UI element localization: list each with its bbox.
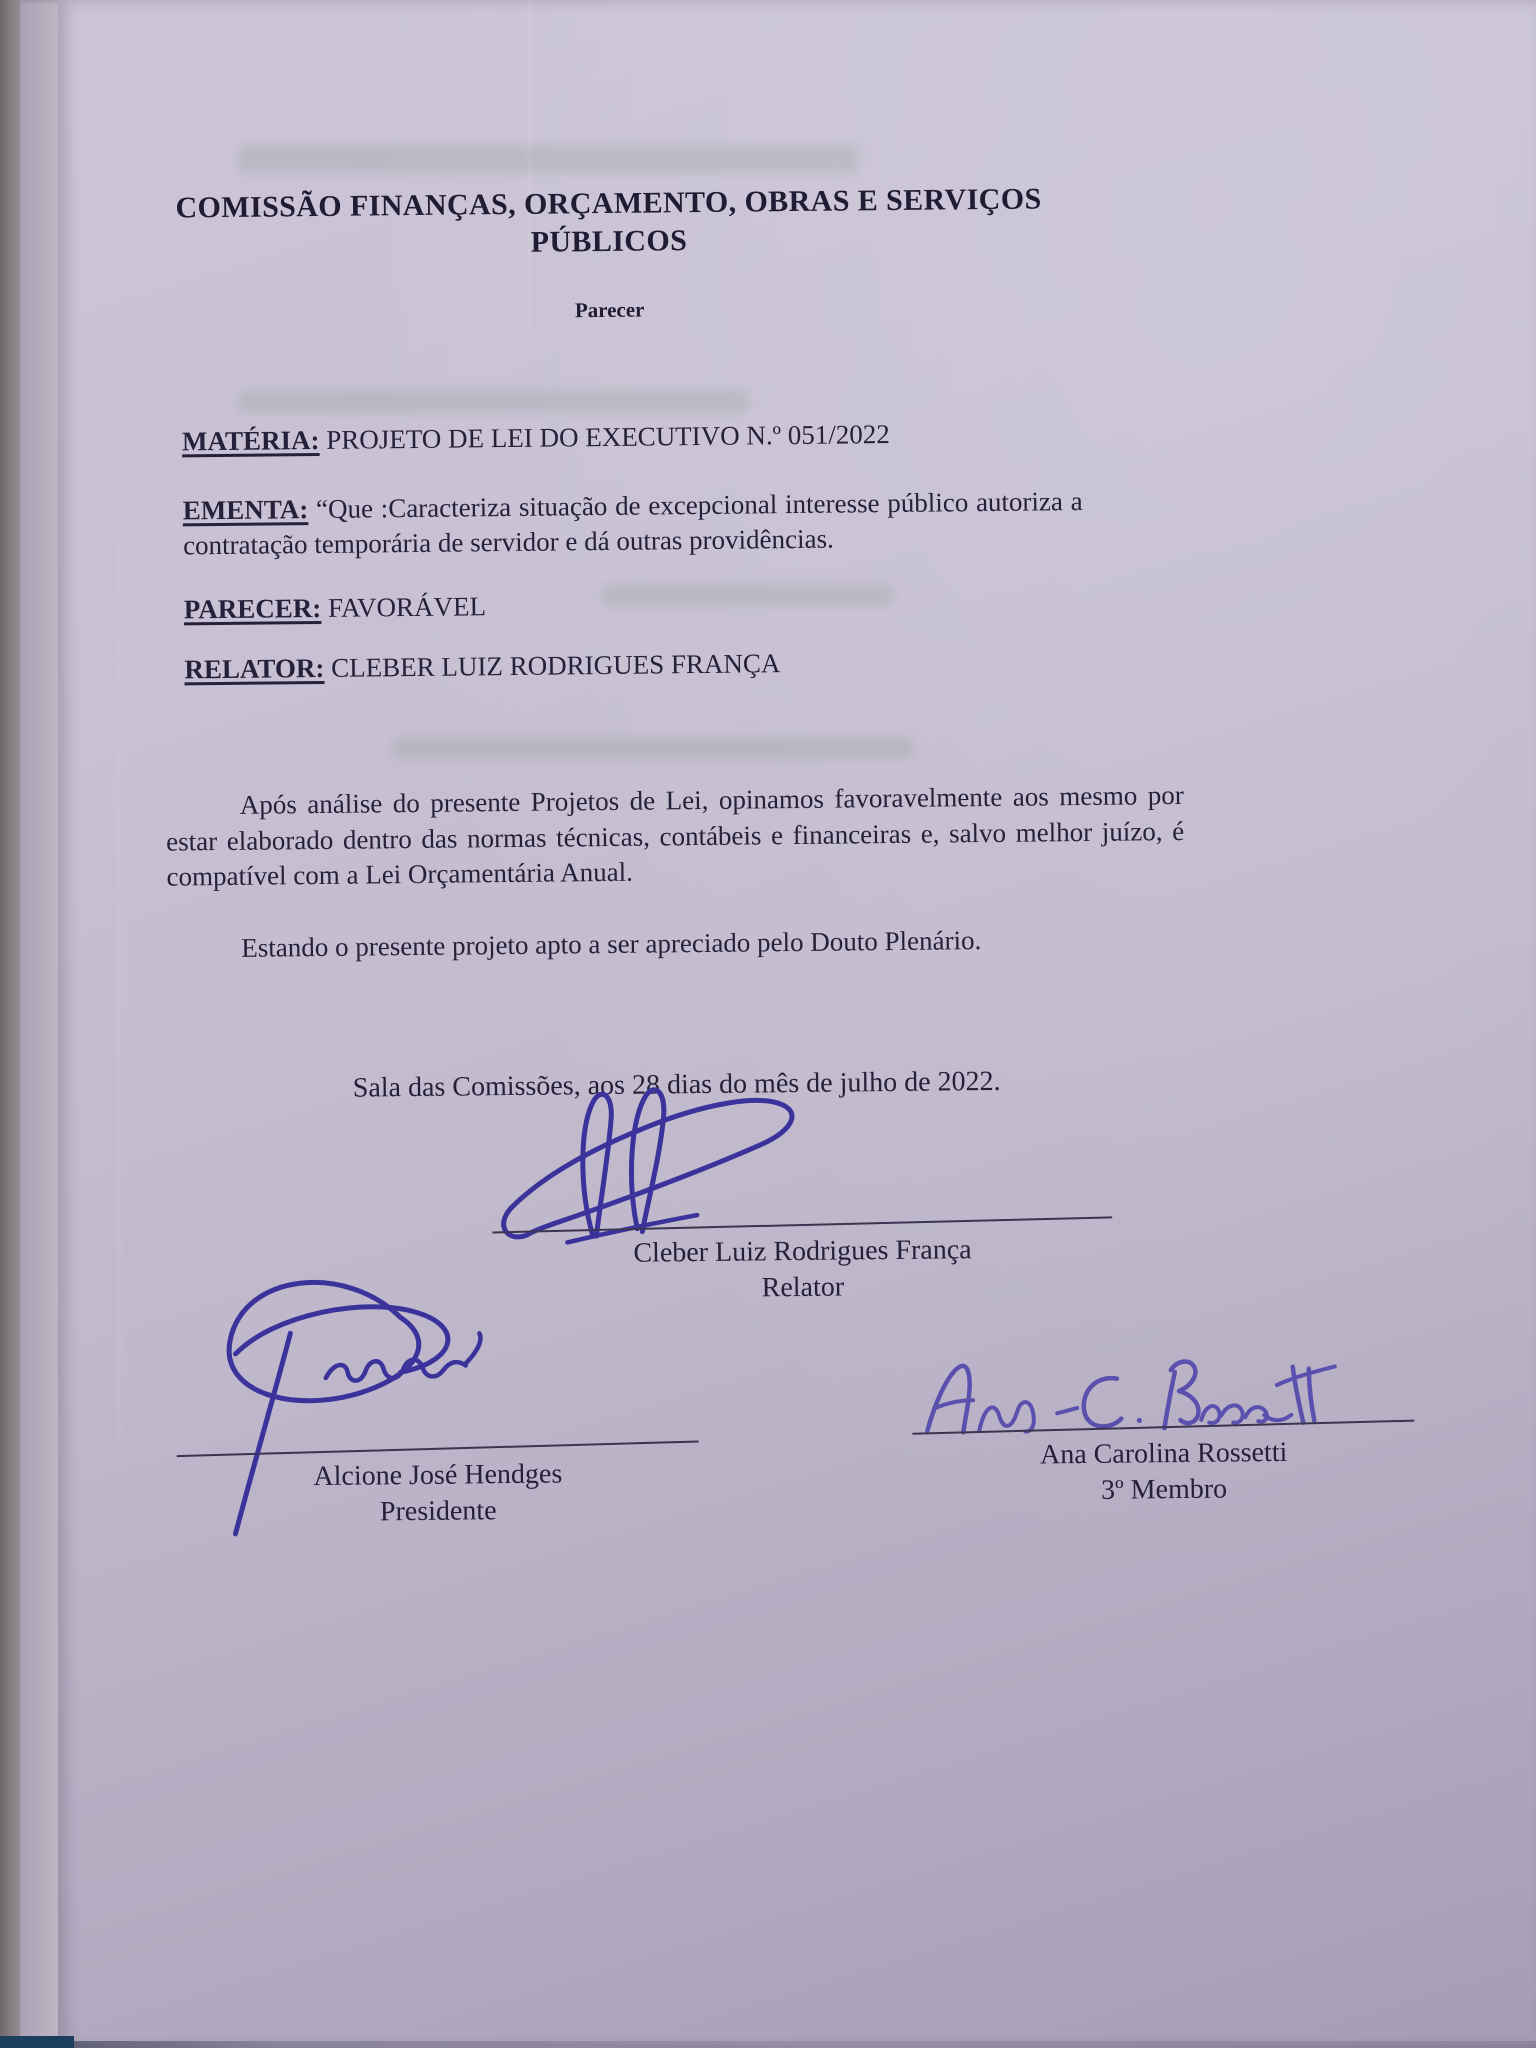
field-relator (184, 648, 780, 685)
document-content (49, 0, 1536, 2048)
signature-role-presidente: Presidente (379, 1495, 497, 1528)
desk-bottom-edge (0, 2041, 1536, 2048)
field-materia-label: MATÉRIA: (181, 424, 320, 457)
document-title: COMISSÃO FINANÇAS, ORÇAMENTO, OBRAS E SERVIÇOS PÚBLICOS (175, 182, 1042, 259)
field-relator-value: CLEBER LUIZ RODRIGUES FRANÇA (331, 648, 781, 683)
field-materia-value: PROJETO DE LEI DO EXECUTIVO N.º 051/2022 (326, 419, 890, 455)
field-parecer-value: FAVORÁVEL (327, 591, 487, 623)
field-materia (182, 419, 890, 457)
field-ementa (183, 484, 1084, 563)
signature-role-membro: 3º Membro (1100, 1473, 1228, 1506)
field-relator-label: RELATOR: (184, 652, 325, 685)
date-line: Sala das Comissões, aos 28 dias do mês de julho de 2022. (352, 1065, 1001, 1104)
field-parecer (184, 591, 487, 625)
signature-role-relator: Relator (761, 1271, 845, 1304)
document-subtitle: Parecer (574, 297, 645, 323)
signature-name-presidente: Alcione José Hendges (313, 1458, 563, 1493)
signature-name-membro: Ana Carolina Rossetti (1039, 1436, 1288, 1471)
field-ementa-label: EMENTA: (182, 494, 309, 526)
desk-corner-object (0, 2036, 74, 2048)
field-ementa-value: “Que :Caracteriza situação de excepcional interesse público autoriza a contratação temporária de servidor e dá outras providências. (182, 485, 1083, 561)
field-parecer-label: PARECER: (183, 592, 322, 625)
body-paragraph-1: Após análise do presente Projetos de Lei, opinamos favoravelmente aos mesmo por estar elaborado dentro das normas técnicas, contábeis e financeiras e, salvo melhor juízo, é compatível com a Lei Orçamentária Anual. (166, 779, 1185, 892)
signature-name-relator: Cleber Luiz Rodrigues França (633, 1234, 972, 1269)
body-paragraph-2: Estando o presente projeto apto a ser apreciado pelo Douto Plenário. (241, 925, 982, 963)
paper-sheet (58, 0, 1536, 2048)
